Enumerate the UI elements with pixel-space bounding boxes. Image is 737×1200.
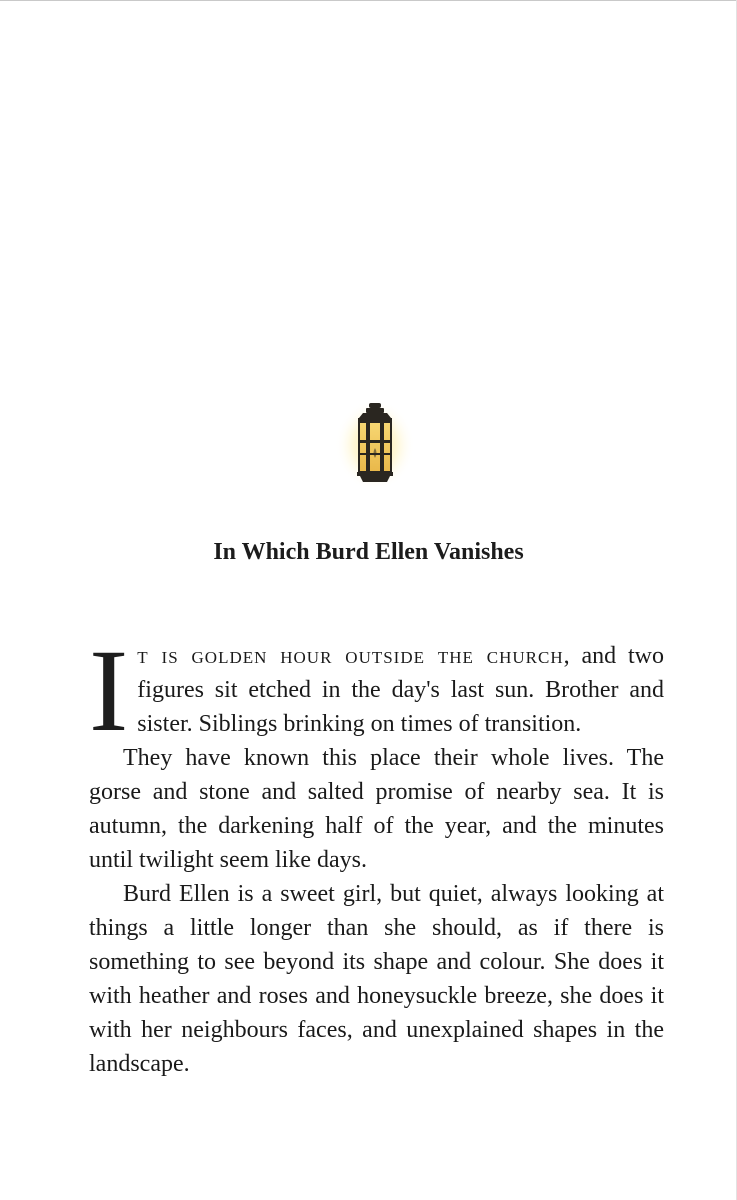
chapter-ornament (333, 390, 417, 494)
drop-cap: I (89, 625, 129, 756)
paragraph-1 (89, 625, 664, 756)
lead-in-small-caps: t is golden hour outside the church (137, 643, 564, 669)
lantern-icon (333, 390, 417, 494)
top-border (0, 0, 737, 1)
paragraph-3: Burd Ellen is a sweet girl, but quiet, always looking at things a little longer than she should, as if there is something to see beyond its shape and colour. She does it with heather and roses and honeysuckle breeze, she does it with her neighbours faces, and unexplained shapes in the landscape. (89, 881, 664, 1077)
chapter-title: In Which Burd Ellen Vanishes (213, 539, 524, 565)
paragraph-1-text: , and two figures sit etched in the day's last sun. Brother and sister. Siblings brinking on times of transition. (137, 643, 664, 737)
paragraph-2: They have known this place their whole lives. The gorse and stone and salted promise of nearby sea. It is autumn, the darkening half of the year, and the minutes until twilight seem like days. (89, 745, 664, 873)
chapter-text (89, 625, 664, 1081)
